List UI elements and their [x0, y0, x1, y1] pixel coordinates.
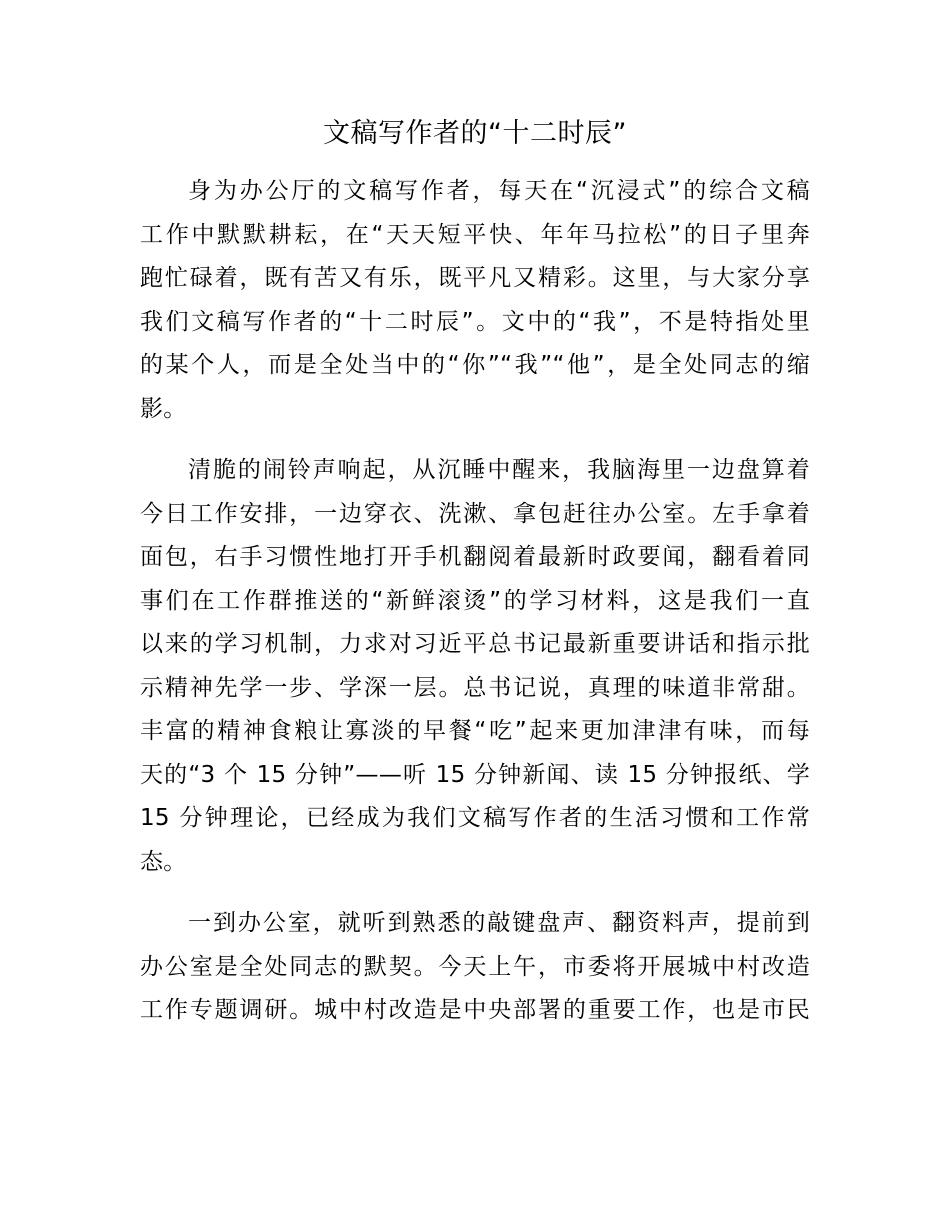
- paragraph-2: [140, 449, 810, 884]
- document-title: 文稿写作者的“十二时辰”: [323, 118, 627, 149]
- text-line: 15 分钟理论，已经成为我们文稿写作者的生活习惯和工作常: [140, 805, 810, 831]
- document-body: [140, 170, 810, 1051]
- text-line: 清脆的闹铃声响起，从沉睡中醒来，我脑海里一边盘算着: [188, 457, 810, 483]
- text-line: 我们文稿写作者的“十二时辰”。文中的“我”，不是特指处里: [140, 308, 810, 335]
- text-line: 跑忙碌着，既有苦又有乐，既平凡又精彩。这里，与大家分享: [140, 265, 810, 291]
- text-line: 事们在工作群推送的“新鲜滚烫”的学习材料，这是我们一直: [140, 587, 810, 614]
- text-line: 一到办公室，就听到熟悉的敲键盘声、翻资料声，提前到: [188, 910, 810, 936]
- text-line: 示精神先学一步、学深一层。总书记说，真理的味道非常甜。: [140, 674, 810, 701]
- text-line: 态。: [140, 848, 187, 875]
- text-line: 以来的学习机制，力求对习近平总书记最新重要讲话和指示批: [140, 631, 810, 657]
- text-line: 今日工作安排，一边穿衣、洗漱、拿包赶往办公室。左手拿着: [140, 500, 810, 527]
- text-line: 面包，右手习惯性地打开手机翻阅着最新时政要闻，翻看着同: [140, 544, 810, 570]
- text-line: 身为办公厅的文稿写作者，每天在“沉浸式”的综合文稿: [188, 178, 810, 204]
- text-line: 影。: [140, 395, 187, 422]
- text-line: 天的“3 个 15 分钟”——听 15 分钟新闻、读 15 分钟报纸、学: [140, 761, 810, 788]
- text-line: 办公室是全处同志的默契。今天上午，市委将开展城中村改造: [140, 953, 810, 980]
- text-line: 的某个人，而是全处当中的“你”“我”“他”，是全处同志的缩: [140, 352, 810, 378]
- text-line: 工作专题调研。城中村改造是中央部署的重要工作，也是市民: [140, 997, 810, 1023]
- text-line: 工作中默默耕耘，在“天天短平快、年年马拉松”的日子里奔: [140, 221, 810, 248]
- text-line: 丰富的精神食粮让寡淡的早餐“吃”起来更加津津有味，而每: [140, 718, 810, 744]
- paragraph-1: [140, 170, 810, 431]
- paragraph-3: [140, 902, 810, 1033]
